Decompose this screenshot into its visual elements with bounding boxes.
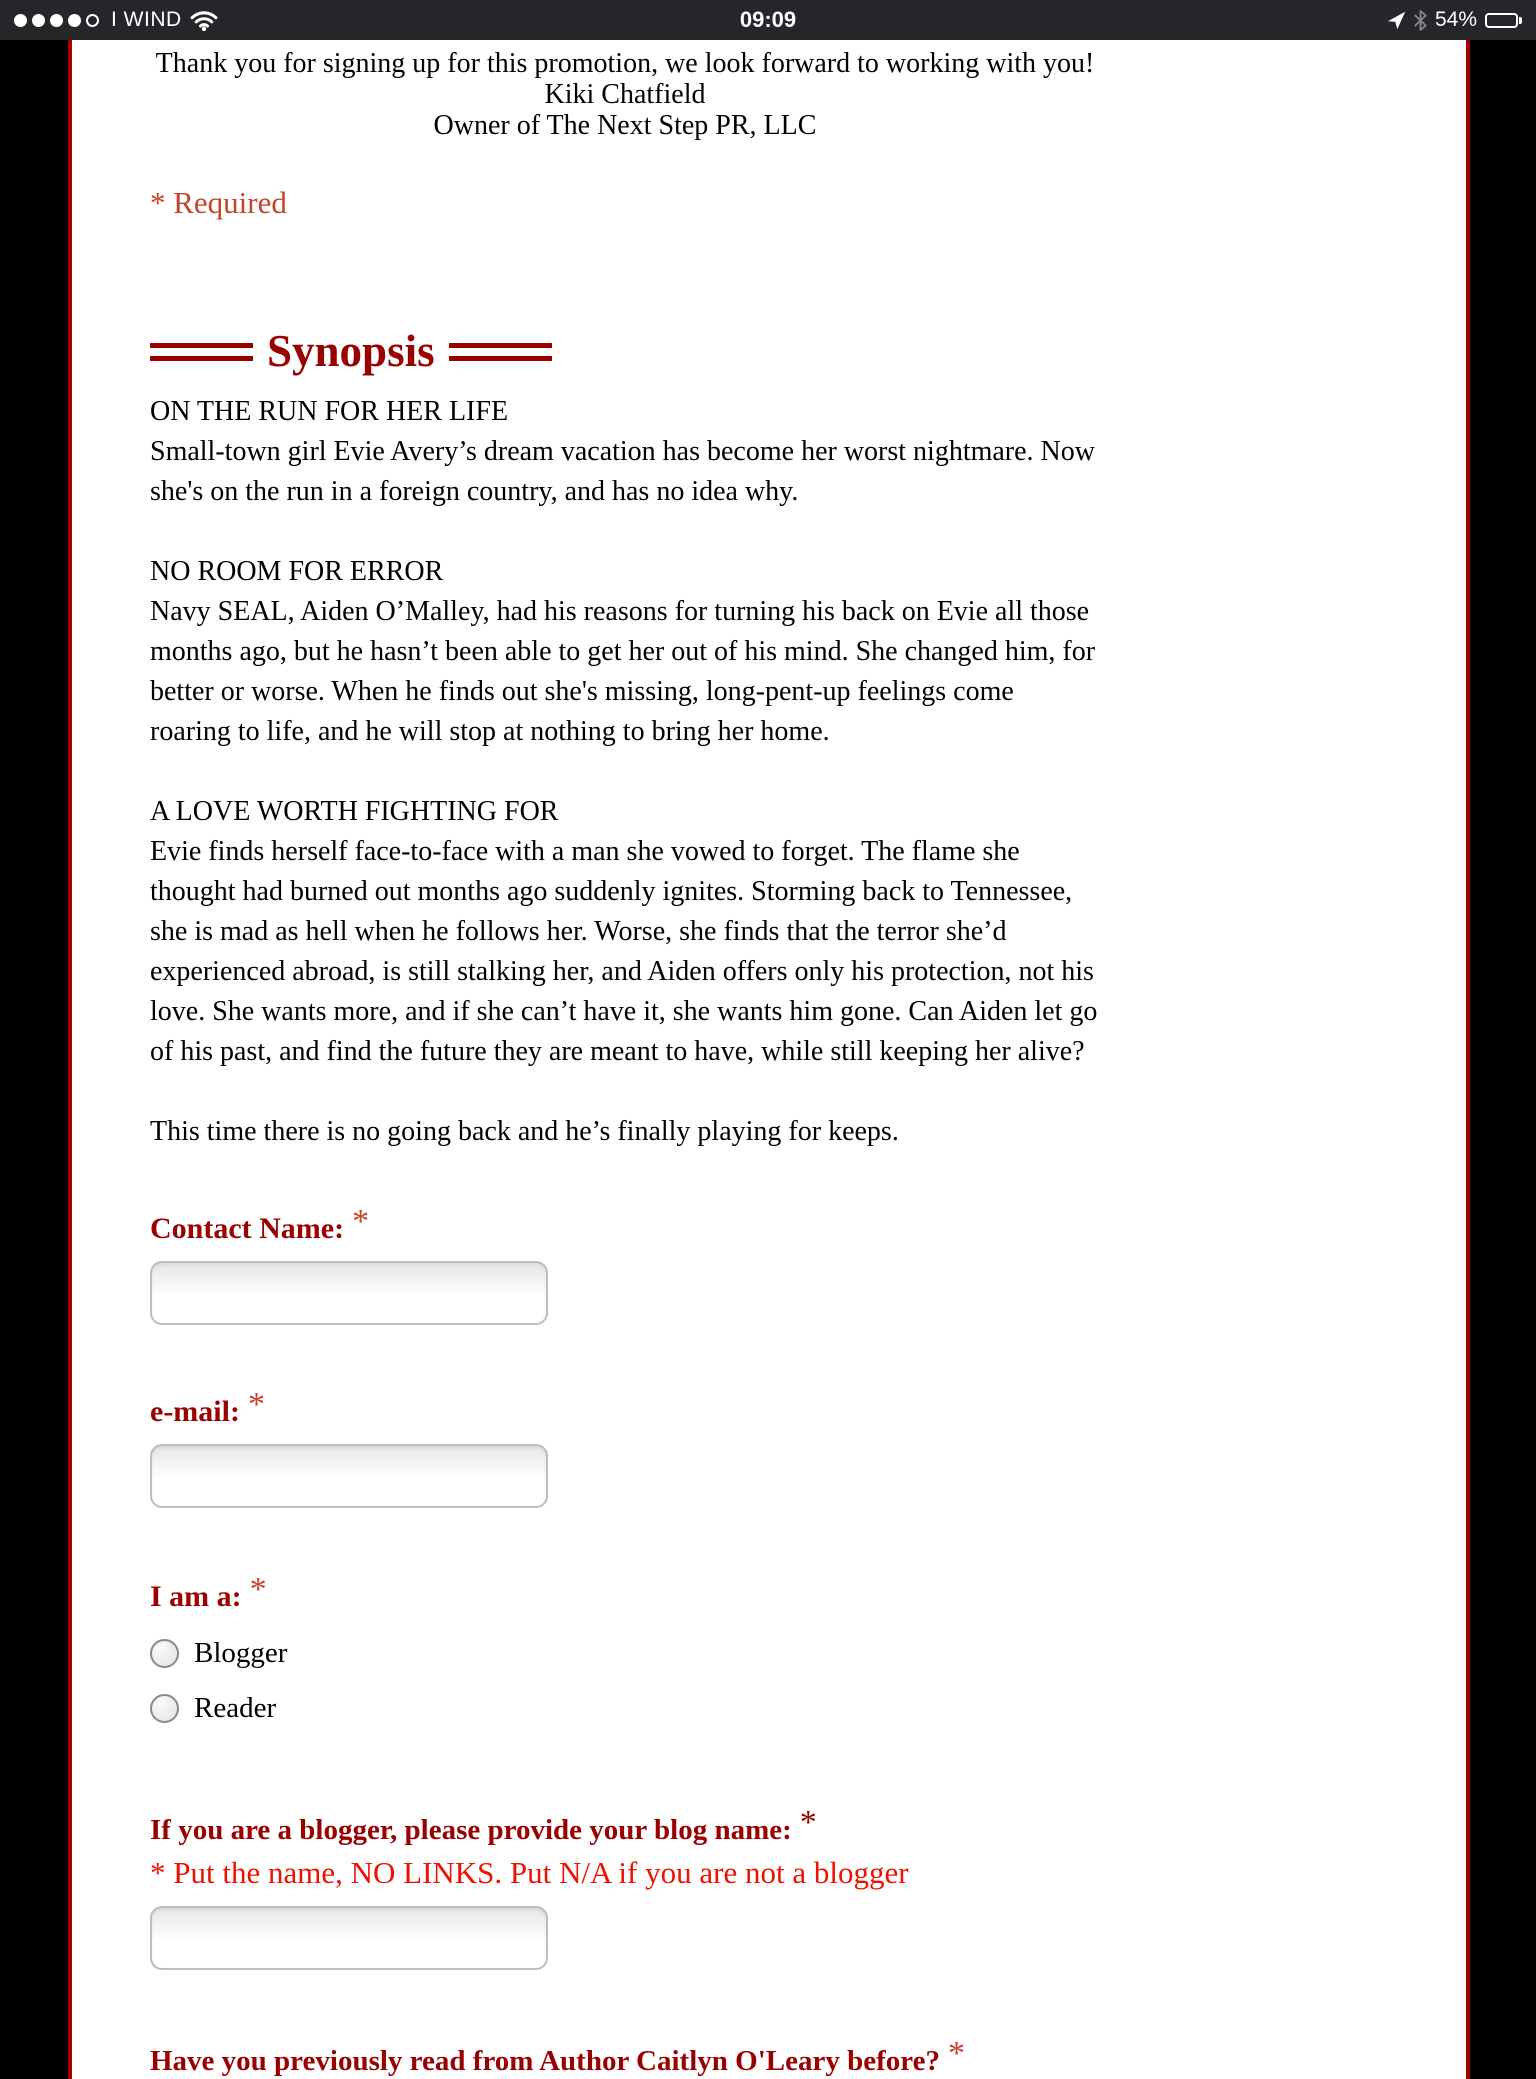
i-am-a-label <box>150 1572 1100 1615</box>
synopsis-heading <box>150 326 1100 376</box>
required-asterisk: * <box>352 1203 370 1240</box>
contact-name-input[interactable] <box>150 1261 548 1325</box>
synopsis-heading-text: Synopsis <box>267 326 435 376</box>
intro-line-2: Kiki Chatfield <box>544 79 706 110</box>
section-text: Small-town girl Evie Avery’s dream vacation has become her worst nightmare. Now she's on the run in a foreign country, and has no idea why. <box>150 436 1095 507</box>
section-title: ON THE RUN FOR HER LIFE <box>150 396 509 427</box>
synopsis-closing: This time there is no going back and he’s finally playing for keeps. <box>150 1116 899 1147</box>
carrier-name: I WIND <box>111 8 182 31</box>
double-line-decoration-right <box>449 343 552 361</box>
radio-button-icon[interactable] <box>150 1639 179 1668</box>
required-asterisk: * <box>799 1804 817 1841</box>
blog-name-label <box>150 1805 1100 1848</box>
section-title: A LOVE WORTH FIGHTING FOR <box>150 796 559 827</box>
status-bar <box>0 0 1536 40</box>
synopsis-section <box>150 792 1100 1072</box>
i-am-a-label-text: I am a: <box>150 1580 242 1613</box>
blog-name-label-text: If you are a blogger, please provide your blog name: <box>150 1814 792 1846</box>
field-blog-name <box>150 1805 1100 1970</box>
bluetooth-icon <box>1414 10 1427 31</box>
intro-line-3: Owner of The Next Step PR, LLC <box>433 110 817 141</box>
field-email <box>150 1387 1100 1508</box>
radio-option-label: Blogger <box>194 1637 288 1669</box>
intro-text <box>150 48 1100 141</box>
section-title: NO ROOM FOR ERROR <box>150 556 444 587</box>
blog-name-note: * Put the name, NO LINKS. Put N/A if you are not a blogger <box>150 1855 909 1890</box>
radio-option-reader[interactable] <box>150 1692 1100 1725</box>
blog-name-input[interactable] <box>150 1906 548 1970</box>
required-asterisk: * <box>247 1386 265 1423</box>
synopsis-section <box>150 552 1100 752</box>
battery-icon <box>1485 13 1522 28</box>
form-page <box>68 40 1470 2079</box>
required-note: * Required <box>150 185 287 220</box>
radio-option-blogger[interactable] <box>150 1637 1100 1670</box>
email-input[interactable] <box>150 1444 548 1508</box>
previously-read-label <box>150 2036 1100 2079</box>
radio-option-label: Reader <box>194 1692 277 1724</box>
location-arrow-icon <box>1387 11 1406 30</box>
required-asterisk: * <box>947 2035 965 2072</box>
wifi-icon <box>190 10 218 31</box>
battery-percent: 54% <box>1434 8 1477 31</box>
intro-line-1: Thank you for signing up for this promotion, we look forward to working with you! <box>155 48 1095 79</box>
section-text: Evie finds herself face-to-face with a man she vowed to forget. The flame she thought had burned out months ago suddenly ignites. Storming back to Tennessee, she is mad as hell when he follows her. Worse, she finds that the terror she’d experienced abroad, is still stalking her, and Aiden offers only his protection, not his love. She wants more, and if she can’t have it, she wants him gone. Can Aiden let go of his past, and find the future they are meant to have, while still keeping her alive? <box>150 836 1098 1067</box>
previously-read-label-text: Have you previously read from Author Caitlyn O'Leary before? <box>150 2045 940 2077</box>
section-text: Navy SEAL, Aiden O’Malley, had his reasons for turning his back on Evie all those months ago, but he hasn’t been able to get her out of his mind. She changed him, for better or worse. When he finds out she's missing, long-pent-up feelings come roaring to life, and he will stop at nothing to bring her home. <box>150 596 1096 747</box>
double-line-decoration-left <box>150 343 253 361</box>
radio-button-icon[interactable] <box>150 1694 179 1723</box>
required-asterisk: * <box>249 1571 267 1608</box>
contact-name-label <box>150 1204 1100 1247</box>
cell-signal-icon <box>14 14 99 27</box>
field-contact-name <box>150 1204 1100 1325</box>
synopsis-body <box>150 392 1100 1152</box>
contact-name-label-text: Contact Name: <box>150 1212 345 1245</box>
field-previously-read <box>150 2036 1100 2079</box>
status-time: 09:09 <box>739 7 797 32</box>
email-label <box>150 1387 1100 1430</box>
email-label-text: e-mail: <box>150 1395 240 1428</box>
field-i-am-a <box>150 1572 1100 1725</box>
synopsis-section <box>150 392 1100 512</box>
